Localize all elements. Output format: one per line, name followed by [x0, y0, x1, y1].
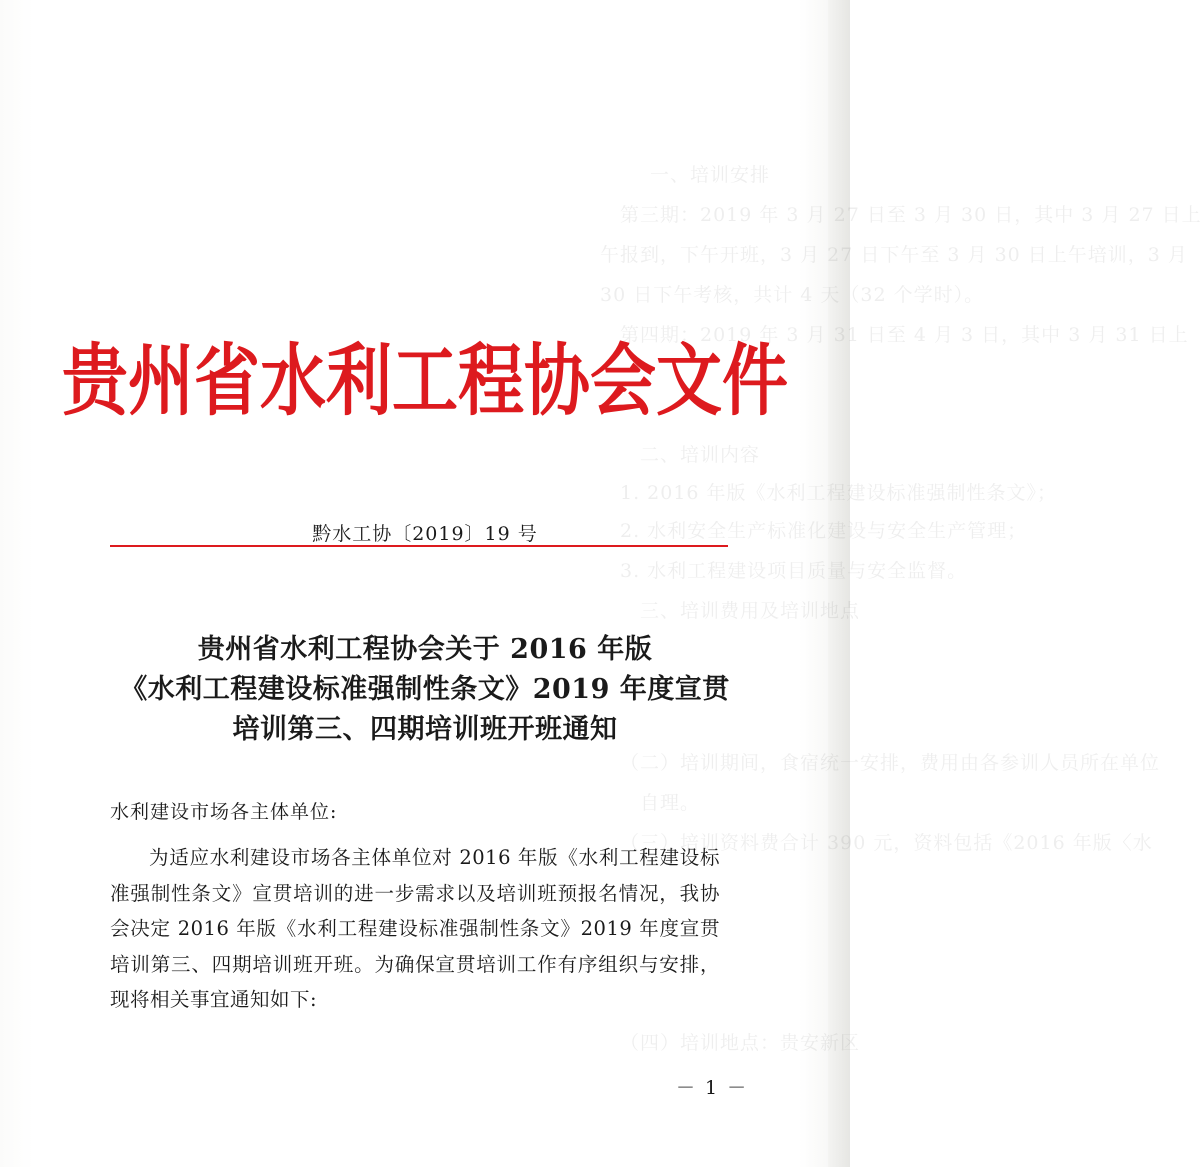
scan-edge-shadow [828, 0, 850, 1167]
masthead-divider-line [110, 545, 728, 547]
notice-title-line-2: 《水利工程建设标准强制性条文》2019 年度宣贯 [120, 674, 730, 705]
reverse-side-bleed-through: 第三期：2019 年 3 月 27 日至 3 月 30 日，其中 3 月 27 日上 午报到，下午开班，3 月 27 日下午至 3 月 30 日上午培训，3 月 天（32 个学时）。 第四期：2019 年 3 月 31 日至 4 月 3 日，其中 3 月 31 日上 年版《水利工程建设标准强制性条文》； （二）培训期间，食宿统一安排，费用由各参训人员所在单位 （三）培训资料费合计 390 元，资料包括《2016 年版〈水 [600, 204, 1202, 854]
page-number: － 1 － [676, 1077, 749, 1099]
body-paragraph: 为适应水利建设市场各主体单位对 2016 年版《水利工程建设标准强制性条文》宣贯培训的进一步需求以及培训班预报名情况，我协会决定 2016 年版《水利工程建设标准强制性条文》2019 年度宣贯培训第三、四期培训班开班。为确保宣贯培训工作有序组织与安排，现将相关事宜通知如下: [110, 846, 720, 1011]
document-masthead: 贵州省水利工程协会文件 [62, 334, 788, 427]
notice-title [0, 630, 850, 750]
document-number: 黔水工协〔2019〕19 号 [312, 523, 538, 545]
notice-title-line-1: 贵州省水利工程协会关于 2016 年版 [197, 634, 653, 665]
salutation: 水利建设市场各主体单位: [110, 801, 338, 823]
notice-title-line-3: 培训第三、四期培训班开班通知 [232, 714, 618, 745]
